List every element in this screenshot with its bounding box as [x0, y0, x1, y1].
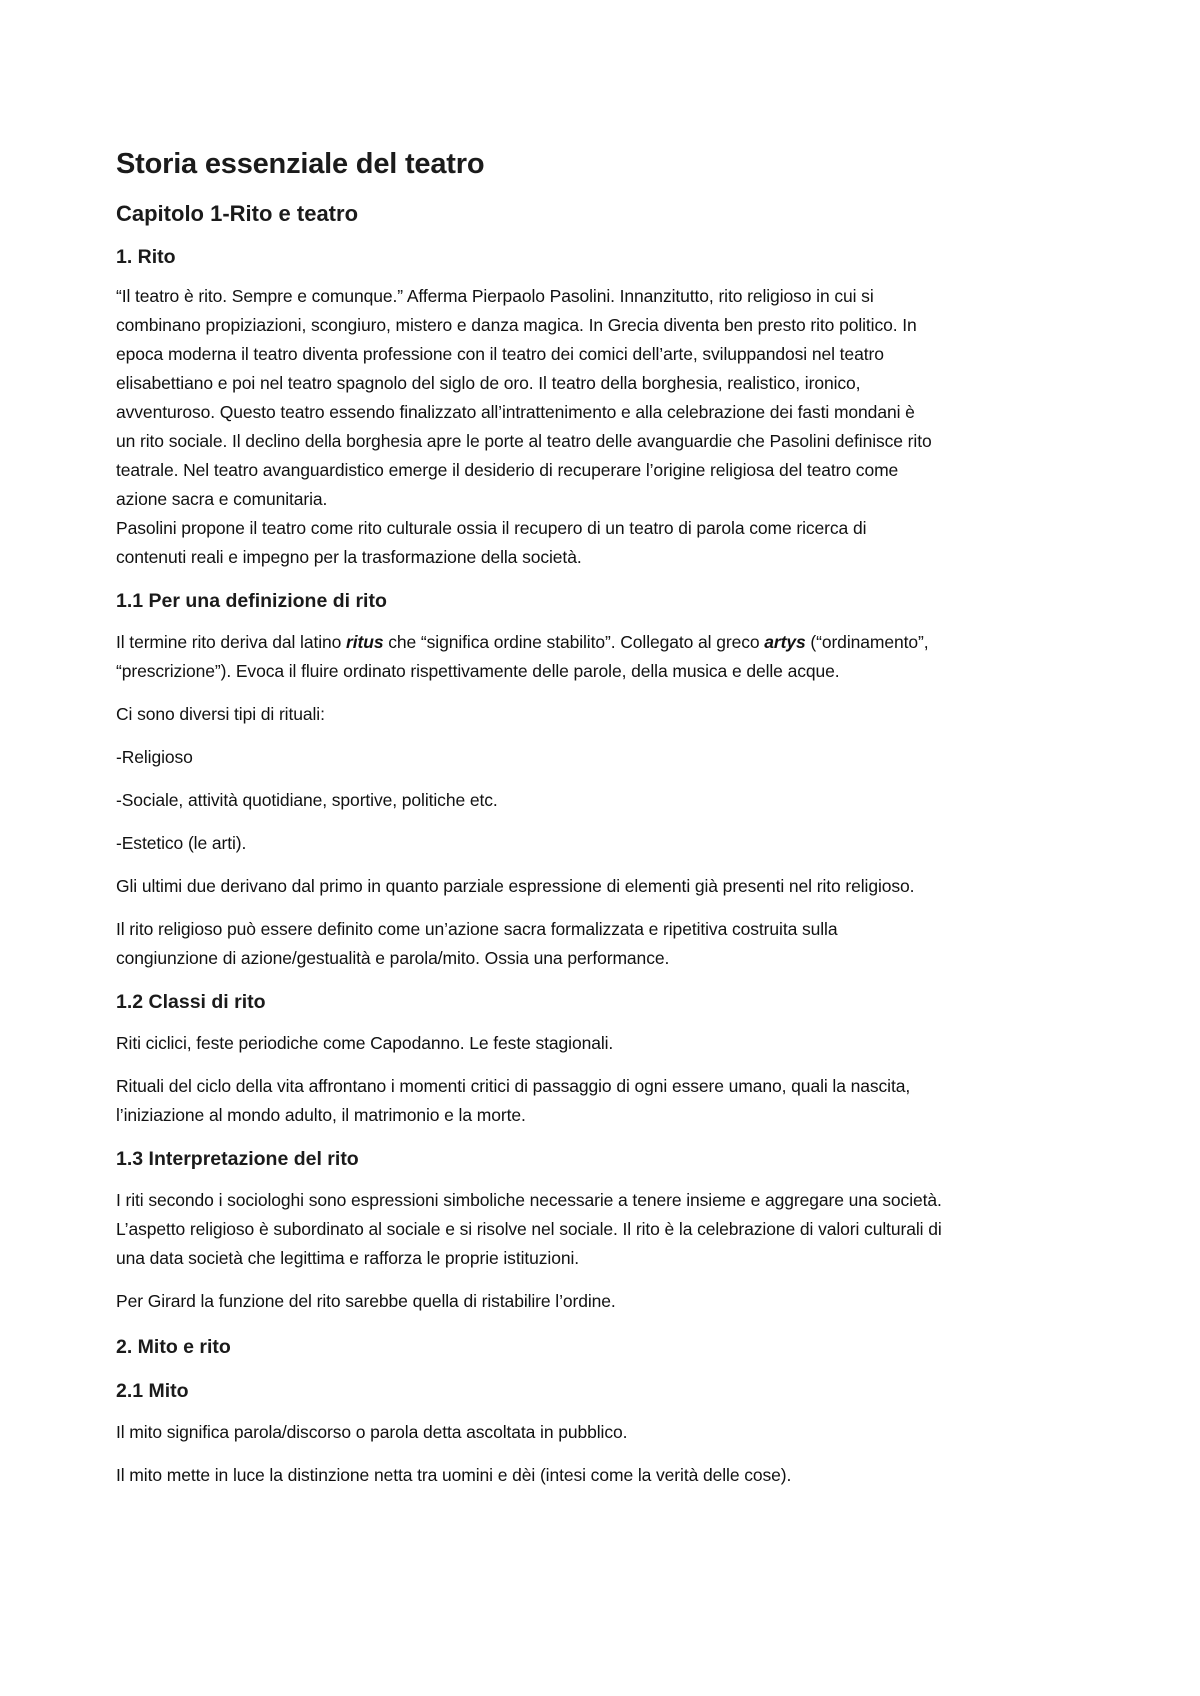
text-line: contenuti reali e impegno per la trasformazione della società. [116, 547, 582, 567]
text-line [116, 628, 1096, 657]
paragraph-mito-parola: Il mito significa parola/discorso o parola detta ascoltata in pubblico. [116, 1422, 628, 1442]
section-heading-classi: 1.2 Classi di rito [116, 991, 266, 1013]
section-heading-interpretazione: 1.3 Interpretazione del rito [116, 1148, 359, 1170]
text-segment: che “significa ordine stabilito”. Collegato al greco [383, 632, 765, 652]
text-line: “Il teatro è rito. Sempre e comunque.” Afferma Pierpaolo Pasolini. Innanzitutto, rito religioso in cui si [116, 286, 874, 306]
text-line: azione sacra e comunitaria. [116, 489, 328, 509]
term-artys: artys [764, 632, 806, 652]
text-line: “prescrizione”). Evoca il fluire ordinato rispettivamente delle parole, della musica e delle acque. [116, 661, 840, 681]
paragraph-riti-ciclici: Riti ciclici, feste periodiche come Capodanno. Le feste stagionali. [116, 1033, 614, 1053]
term-ritus: ritus [346, 632, 384, 652]
list-item-religioso: -Religioso [116, 747, 193, 767]
text-line: congiunzione di azione/gestualità e parola/mito. Ossia una performance. [116, 948, 670, 968]
text-segment: (“ordinamento”, [805, 632, 929, 652]
paragraph-derivano: Gli ultimi due derivano dal primo in quanto parziale espressione di elementi già presenti nel rito religioso. [116, 876, 915, 896]
document-content [116, 146, 1096, 1490]
section-heading-rito: 1. Rito [116, 246, 176, 268]
paragraph-rito-religioso [116, 915, 1096, 973]
text-line: Pasolini propone il teatro come rito culturale ossia il recupero di un teatro di parola come ricerca di [116, 518, 867, 538]
text-line: epoca moderna il teatro diventa professione con il teatro dei comici dell’arte, sviluppandosi nel teatro [116, 344, 884, 364]
document-title: Storia essenziale del teatro [116, 148, 485, 180]
section-heading-mito-rito: 2. Mito e rito [116, 1336, 231, 1358]
text-line: elisabettiano e poi nel teatro spagnolo del siglo de oro. Il teatro della borghesia, realistico, ironico, [116, 373, 861, 393]
list-item-sociale: -Sociale, attività quotidiane, sportive, politiche etc. [116, 790, 498, 810]
text-segment: Il termine rito deriva dal latino [116, 632, 347, 652]
chapter-heading: Capitolo 1-Rito e teatro [116, 201, 359, 226]
section-heading-definizione: 1.1 Per una definizione di rito [116, 590, 387, 612]
paragraph-sociologhi [116, 1186, 1096, 1273]
paragraph-girard: Per Girard la funzione del rito sarebbe quella di ristabilire l’ordine. [116, 1291, 616, 1311]
paragraph-tipi-intro: Ci sono diversi tipi di rituali: [116, 704, 325, 724]
text-line: I riti secondo i sociologhi sono espressioni simboliche necessarie a tenere insieme e aggregare una società. [116, 1190, 942, 1210]
text-line: combinano propiziazioni, scongiuro, mistero e danza magica. In Grecia diventa ben presto rito politico. In [116, 315, 917, 335]
section-heading-mito: 2.1 Mito [116, 1380, 189, 1402]
text-line: Rituali del ciclo della vita affrontano i momenti critici di passaggio di ogni essere umano, quali la nascita, [116, 1076, 911, 1096]
list-item-estetico: -Estetico (le arti). [116, 833, 247, 853]
paragraph-rito [116, 282, 1096, 572]
paragraph-definizione [116, 628, 1096, 686]
text-line: avventuroso. Questo teatro essendo finalizzato all’intrattenimento e alla celebrazione dei fasti mondani è [116, 402, 915, 422]
text-line: un rito sociale. Il declino della borghesia apre le porte al teatro delle avanguardie che Pasolini definisce rito [116, 431, 932, 451]
text-line: L’aspetto religioso è subordinato al sociale e si risolve nel sociale. Il rito è la celebrazione di valori culturali di [116, 1219, 942, 1239]
text-line: teatrale. Nel teatro avanguardistico emerge il desiderio di recuperare l’origine religiosa del teatro come [116, 460, 899, 480]
paragraph-mito-distinzione: Il mito mette in luce la distinzione netta tra uomini e dèi (intesi come la verità delle cose). [116, 1465, 792, 1485]
text-line: una data società che legittima e rafforza le proprie istituzioni. [116, 1248, 580, 1268]
text-line: Il rito religioso può essere definito come un’azione sacra formalizzata e ripetitiva costruita sulla [116, 919, 838, 939]
text-line: l’iniziazione al mondo adulto, il matrimonio e la morte. [116, 1105, 526, 1125]
paragraph-ciclo-vita [116, 1072, 1096, 1130]
